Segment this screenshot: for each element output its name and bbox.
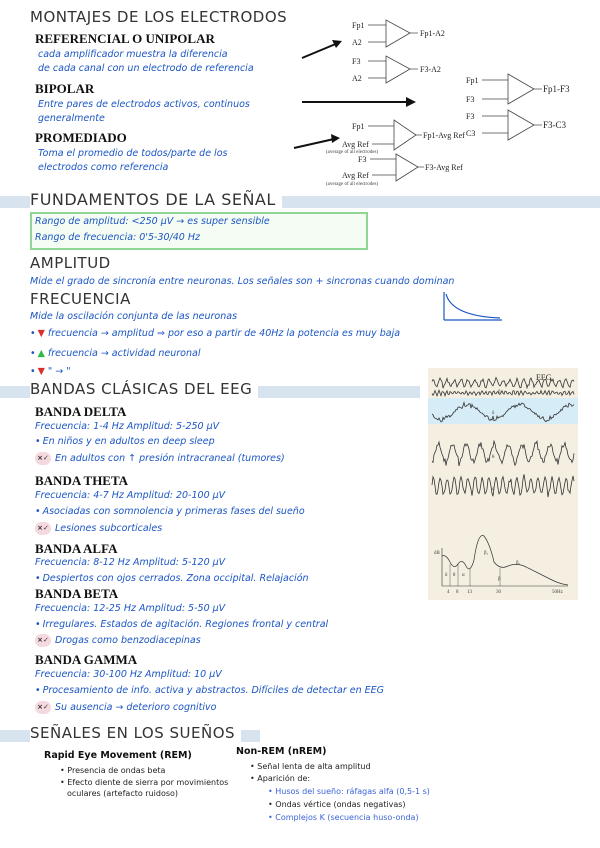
- amplifier-bip1: [466, 74, 570, 104]
- bullet-icon: •: [250, 762, 258, 771]
- frecuencia-title: FRECUENCIA: [30, 290, 131, 308]
- nrem-sub2: • Ondas vértice (ondas negativas): [268, 800, 406, 809]
- nrem-sub3: • Complejos K (secuencia huso-onda): [268, 813, 419, 822]
- beta-heading: BANDA BETA: [35, 586, 119, 601]
- spectrum-label-delta: δ: [445, 573, 448, 578]
- bip1-in1: Fp1: [466, 76, 479, 85]
- frecuencia-item3: • ▼ " → ": [30, 366, 71, 377]
- rem-item2: • Efecto diente de sierra por movimientos: [60, 778, 229, 787]
- spectrum-tick-4: 4: [447, 590, 450, 595]
- promediado-line2: electrodos como referencia: [38, 162, 169, 173]
- no-sign-icon: ×✓: [35, 452, 51, 465]
- bullet-icon: •: [30, 366, 36, 377]
- bipolar-line2: generalmente: [38, 113, 105, 124]
- bullet-icon: •: [268, 813, 276, 822]
- band-label-delta: δ: [492, 411, 495, 416]
- avg2-note: (average of all electrodes): [326, 182, 379, 187]
- eeg-bands-figure: [428, 368, 578, 600]
- spectrum-label-beta: β: [498, 577, 501, 582]
- ref2-in1: F3: [352, 57, 361, 66]
- rem-item1: • Presencia de ondas beta: [60, 766, 166, 775]
- decay-curve-graph: [436, 290, 506, 324]
- bullet-icon: •: [35, 573, 41, 584]
- nrem-item1: • Señal lenta de alta amplitud: [250, 762, 371, 771]
- bip2-out: F3-C3: [543, 120, 567, 130]
- spectrum-tick-30: 30: [496, 590, 501, 595]
- frecuencia-text: Mide la oscilación conjunta de las neuronas: [30, 311, 238, 322]
- alfa-line1: Frecuencia: 8-12 Hz Amplitud: 5-120 µV: [35, 557, 226, 568]
- suenos-title: SEÑALES EN LOS SUEÑOS: [30, 724, 241, 742]
- amplifier-avg2: [326, 154, 463, 187]
- beta-line1: Frecuencia: 12-25 Hz Amplitud: 5-50 µV: [35, 603, 226, 614]
- gamma-line1: Frecuencia: 30-100 Hz Amplitud: 10 µV: [35, 669, 222, 680]
- referencial-line2: de cada canal con un electrodo de referencia: [38, 63, 254, 74]
- gamma-line2: • Procesamiento de info. activa y abstractos. Difíciles de detectar en EEG: [35, 685, 385, 696]
- spectrum-tick-8: 8: [456, 590, 459, 595]
- promediado-line1: Toma el promedio de todos/parte de los: [38, 148, 228, 159]
- bip2-in2: C3: [466, 129, 476, 138]
- bandas-title: BANDAS CLÁSICAS DEL EEG: [30, 380, 258, 398]
- avg1-out: Fp1-Avg Ref: [423, 131, 465, 140]
- spectrum-label-alpha: α: [462, 573, 465, 578]
- delta-line1: Frecuencia: 1-4 Hz Amplitud: 5-250 µV: [35, 421, 220, 432]
- beta-line3: ×✓ Drogas como benzodiacepinas: [35, 634, 201, 647]
- spectrum-label-theta: θ: [453, 573, 456, 578]
- amplifier-ref1: [352, 20, 445, 47]
- promediado-heading: PROMEDIADO: [35, 130, 127, 145]
- gamma-heading: BANDA GAMMA: [35, 652, 138, 667]
- bip2-in1: F3: [466, 112, 475, 121]
- bullet-icon: •: [35, 685, 41, 696]
- arrow-down-icon: ▼: [37, 328, 45, 339]
- rem-item2b: oculares (artefacto ruidoso): [67, 789, 179, 798]
- no-sign-icon: ×✓: [35, 701, 51, 714]
- beta-line2: • Irregulares. Estados de agitación. Regiones frontal y central: [35, 619, 329, 630]
- amplifier-avg1: [326, 120, 465, 155]
- amplifier-bip2: [466, 110, 567, 140]
- nrem-heading: Non-REM (nREM): [236, 746, 327, 757]
- eeg-label: EEG: [536, 373, 552, 382]
- spectrum-tick-13: 13: [467, 590, 472, 595]
- alfa-line2: • Despiertos con ojos cerrados. Zona occipital. Relajación: [35, 573, 309, 584]
- rango-frecuencia: Rango de frecuencia: 0'5-30/40 Hz: [35, 232, 200, 243]
- avg2-out: F3-Avg Ref: [425, 163, 463, 172]
- nrem-item2: • Aparición de:: [250, 774, 311, 783]
- referencial-heading: REFERENCIAL O UNIPOLAR: [35, 31, 215, 46]
- bullet-icon: •: [35, 619, 41, 630]
- bullet-icon: •: [35, 436, 41, 447]
- delta-line3: ×✓ En adultos con ↑ presión intracraneal (tumores): [35, 452, 285, 465]
- spectrum-db-label: dB: [434, 551, 440, 556]
- amplitud-text: Mide el grado de sincronía entre neuronas. Los señales son + sincronas cuando dominan: [30, 276, 455, 287]
- ref1-out: Fp1-A2: [420, 29, 445, 38]
- amplitud-title: AMPLITUD: [30, 254, 111, 272]
- fundamentos-title: FUNDAMENTOS DE LA SEÑAL: [30, 190, 282, 209]
- bullet-icon: •: [35, 506, 41, 517]
- arrow-down-icon: ▼: [37, 366, 45, 377]
- bullet-icon: •: [60, 778, 68, 787]
- frecuencia-item1: • ▼ frecuencia → amplitud ⇒ por eso a partir de 40Hz la potencia es muy baja: [30, 328, 401, 339]
- avg1-in1: Fp1: [352, 122, 365, 131]
- bullet-icon: •: [60, 766, 68, 775]
- band-label-beta: β: [498, 390, 501, 395]
- ref1-in2: A2: [352, 38, 362, 47]
- alfa-heading: BANDA ALFA: [35, 541, 118, 556]
- referencial-line1: cada amplificador muestra la diferencia: [38, 49, 228, 60]
- theta-line3: ×✓ Lesiones subcorticales: [35, 522, 162, 535]
- avg2-in2: Avg Ref: [342, 171, 369, 180]
- arrow-to-referencial-icon: [302, 40, 342, 58]
- avg2-in1: F3: [358, 155, 367, 164]
- arrow-to-bipolar-icon: [302, 97, 416, 107]
- avg1-note: (average of all electrodes): [326, 150, 379, 155]
- spectrum-unit: 50Hz: [552, 590, 563, 595]
- frecuencia-item2: • ▲ frecuencia → actividad neuronal: [30, 348, 201, 359]
- spectrum-label-beta2: β₂: [516, 561, 521, 566]
- ref1-in1: Fp1: [352, 21, 365, 30]
- montage-diagram: [290, 10, 600, 190]
- theta-heading: BANDA THETA: [35, 473, 129, 488]
- gamma-line3: ×✓ Su ausencia → deterioro cognitivo: [35, 701, 216, 714]
- bipolar-heading: BIPOLAR: [35, 81, 95, 96]
- bullet-icon: •: [30, 348, 36, 359]
- arrow-up-icon: ▲: [37, 348, 45, 359]
- bullet-icon: •: [268, 787, 276, 796]
- delta-heading: BANDA DELTA: [35, 404, 127, 419]
- delta-line2: • En niños y en adultos en deep sleep: [35, 436, 215, 447]
- amplifier-ref2: [352, 56, 441, 83]
- theta-line2: • Asociadas con somnolencia y primeras fases del sueño: [35, 506, 305, 517]
- montajes-title: MONTAJES DE LOS ELECTRODOS: [30, 8, 288, 26]
- band-label-theta: θ: [492, 455, 495, 460]
- nrem-sub1: • Husos del sueño: ráfagas alfa (0,5-1 s): [268, 787, 430, 796]
- ref2-out: F3-A2: [420, 65, 441, 74]
- arrow-to-promediado-icon: [294, 134, 340, 148]
- avg1-in2: Avg Ref: [342, 140, 369, 149]
- bullet-icon: •: [268, 800, 276, 809]
- band-label-alpha: α: [492, 487, 495, 492]
- ref2-in2: A2: [352, 74, 362, 83]
- spectrum-label-beta1: β₁: [484, 551, 489, 556]
- no-sign-icon: ×✓: [35, 634, 51, 647]
- bip1-out: Fp1-F3: [543, 84, 570, 94]
- theta-line1: Frecuencia: 4-7 Hz Amplitud: 20-100 µV: [35, 490, 226, 501]
- bullet-icon: •: [30, 328, 36, 339]
- bipolar-line1: Entre pares de electrodos activos, continuos: [38, 99, 250, 110]
- no-sign-icon: ×✓: [35, 522, 51, 535]
- bullet-icon: •: [250, 774, 258, 783]
- rem-heading: Rapid Eye Movement (REM): [44, 750, 192, 761]
- rango-amplitud: Rango de amplitud: <250 µV → es super sensible: [35, 216, 270, 227]
- bip1-in2: F3: [466, 95, 475, 104]
